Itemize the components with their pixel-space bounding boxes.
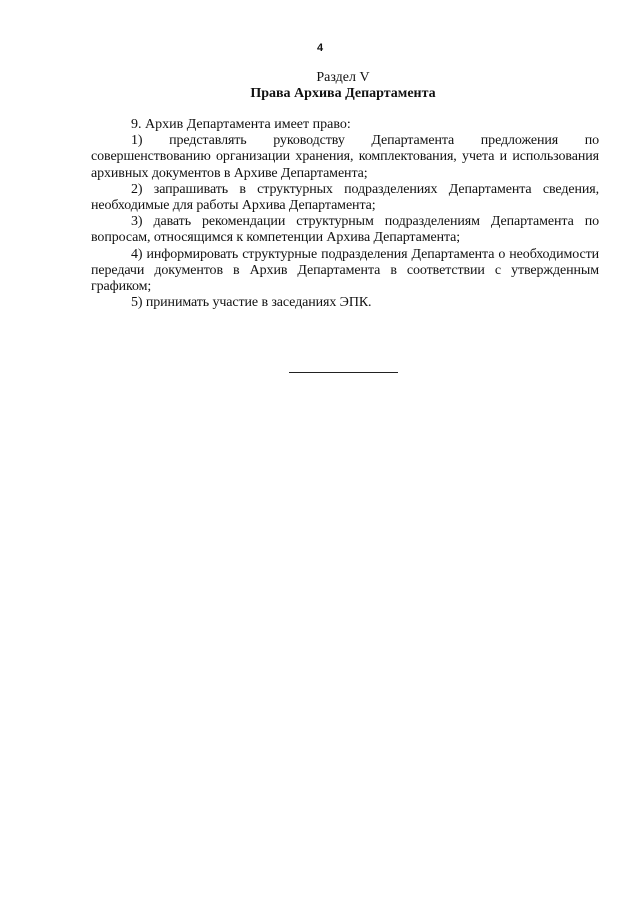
page-number: 4 — [316, 42, 324, 54]
document-body — [91, 117, 599, 311]
section-title: Права Архива Департамента — [250, 86, 436, 101]
rights-item-3: 3) давать рекомендации структурным подразделениям Департамента по вопросам, относящимся к компетенции Архива Департамента; — [91, 214, 599, 246]
rights-item-5: 5) принимать участие в заседаниях ЭПК. — [131, 295, 372, 311]
rights-item-4: 4) информировать структурные подразделения Департамента о необходимости передачи документов в Архив Департамента в соответствии с утвержденным графиком; — [91, 246, 599, 295]
section-label: Раздел V — [316, 70, 370, 85]
rights-item-2: 2) запрашивать в структурных подразделениях Департамента сведения, необходимые для работы Архива Департамента; — [91, 181, 599, 214]
intro-paragraph: 9. Архив Департамента имеет право: — [131, 117, 351, 132]
rights-item-1: 1) представлять руководству Департамента предложения по совершенствованию организации хранения, комплектования, учета и использования архивных документов в Архиве Департамента; — [91, 133, 599, 181]
end-separator-line — [289, 372, 398, 373]
